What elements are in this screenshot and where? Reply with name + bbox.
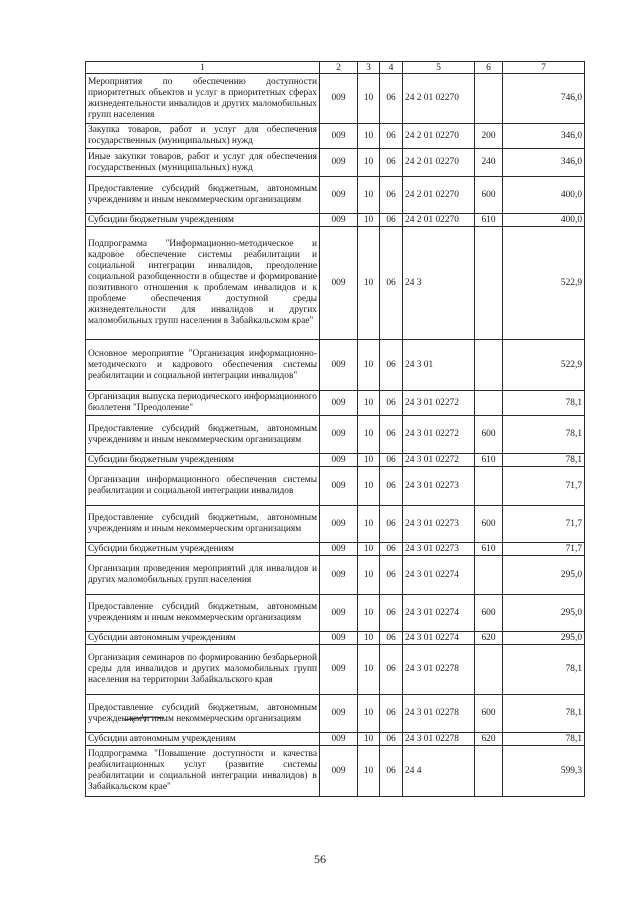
row-name-cell: Субсидии бюджетным учреждениям — [86, 454, 320, 467]
section-code-cell: 10 — [358, 177, 380, 214]
amount-cell: 78,1 — [503, 416, 585, 454]
section-code-cell: 10 — [358, 227, 380, 340]
target-article-cell: 24 3 01 02274 — [403, 556, 475, 595]
gov-code-cell: 009 — [320, 74, 358, 124]
expense-type-cell: 620 — [475, 733, 503, 746]
gov-code-cell: 009 — [320, 214, 358, 227]
target-article-cell: 24 2 01 02270 — [403, 177, 475, 214]
gov-code-cell: 009 — [320, 556, 358, 595]
target-article-cell: 24 2 01 02270 — [403, 149, 475, 177]
amount-cell: 78,1 — [503, 391, 585, 416]
amount-cell: 400,0 — [503, 214, 585, 227]
budget-table — [85, 61, 585, 797]
table-row — [86, 416, 585, 454]
header-col-4: 4 — [380, 62, 403, 74]
row-name-cell: Организация семинаров по формированию безбарьерной среды для инвалидов и других маломобильных групп населения на территории Забайкальского края — [86, 645, 320, 695]
target-article-cell: 24 4 — [403, 746, 475, 797]
expense-type-cell: 600 — [475, 506, 503, 543]
table-row — [86, 391, 585, 416]
target-article-cell: 24 3 01 02273 — [403, 506, 475, 543]
subsection-code-cell: 06 — [380, 454, 403, 467]
row-name-cell: Мероприятия по обеспечению доступности приоритетных объектов и услуг в приоритетных сферах жизнедеятельности инвалидов и других маломобильных групп населения — [86, 74, 320, 124]
section-code-cell: 10 — [358, 214, 380, 227]
expense-type-cell: 240 — [475, 149, 503, 177]
section-code-cell: 10 — [358, 149, 380, 177]
gov-code-cell: 009 — [320, 177, 358, 214]
gov-code-cell: 009 — [320, 645, 358, 695]
expense-type-cell: 200 — [475, 124, 503, 149]
row-name-cell: Субсидии бюджетным учреждениям — [86, 214, 320, 227]
subsection-code-cell: 06 — [380, 645, 403, 695]
pen-scribble-mark — [122, 710, 166, 728]
amount-cell: 78,1 — [503, 645, 585, 695]
table-row — [86, 177, 585, 214]
gov-code-cell: 009 — [320, 543, 358, 556]
amount-cell: 522,9 — [503, 227, 585, 340]
target-article-cell: 24 3 01 02278 — [403, 645, 475, 695]
header-col-2: 2 — [320, 62, 358, 74]
section-code-cell: 10 — [358, 733, 380, 746]
amount-cell: 346,0 — [503, 124, 585, 149]
amount-cell: 71,7 — [503, 467, 585, 506]
subsection-code-cell: 06 — [380, 543, 403, 556]
section-code-cell: 10 — [358, 506, 380, 543]
table-row — [86, 340, 585, 391]
row-name-cell: Предоставление субсидий бюджетным, автономным учреждениям и иным некоммерческим организациям — [86, 595, 320, 632]
section-code-cell: 10 — [358, 467, 380, 506]
amount-cell: 71,7 — [503, 543, 585, 556]
target-article-cell: 24 3 01 — [403, 340, 475, 391]
expense-type-cell: 600 — [475, 177, 503, 214]
amount-cell: 78,1 — [503, 733, 585, 746]
gov-code-cell: 009 — [320, 391, 358, 416]
table-row — [86, 227, 585, 340]
table-row — [86, 467, 585, 506]
row-name-cell: Закупка товаров, работ и услуг для обеспечения государственных (муниципальных) нужд — [86, 124, 320, 149]
target-article-cell: 24 3 01 02273 — [403, 543, 475, 556]
table-row — [86, 746, 585, 797]
row-name-cell: Субсидии автономным учреждениям — [86, 733, 320, 746]
subsection-code-cell: 06 — [380, 340, 403, 391]
section-code-cell: 10 — [358, 632, 380, 645]
subsection-code-cell: 06 — [380, 595, 403, 632]
gov-code-cell: 009 — [320, 124, 358, 149]
gov-code-cell: 009 — [320, 733, 358, 746]
amount-cell: 346,0 — [503, 149, 585, 177]
row-name-cell: Организация информационного обеспечения системы реабилитации и социальной интеграции инвалидов — [86, 467, 320, 506]
target-article-cell: 24 3 01 02272 — [403, 391, 475, 416]
gov-code-cell: 009 — [320, 467, 358, 506]
expense-type-cell: 600 — [475, 595, 503, 632]
target-article-cell: 24 2 01 02270 — [403, 74, 475, 124]
target-article-cell: 24 3 01 02272 — [403, 454, 475, 467]
gov-code-cell: 009 — [320, 149, 358, 177]
expense-type-cell — [475, 227, 503, 340]
header-col-7: 7 — [503, 62, 585, 74]
expense-type-cell: 610 — [475, 543, 503, 556]
table-row — [86, 124, 585, 149]
page-number: 56 — [314, 852, 326, 866]
amount-cell: 78,1 — [503, 695, 585, 733]
subsection-code-cell: 06 — [380, 214, 403, 227]
section-code-cell: 10 — [358, 746, 380, 797]
header-col-3: 3 — [358, 62, 380, 74]
subsection-code-cell: 06 — [380, 149, 403, 177]
section-code-cell: 10 — [358, 454, 380, 467]
section-code-cell: 10 — [358, 543, 380, 556]
section-code-cell: 10 — [358, 340, 380, 391]
row-name-cell: Предоставление субсидий бюджетным, автономным учреждениям и иным некоммерческим организациям — [86, 416, 320, 454]
gov-code-cell: 009 — [320, 695, 358, 733]
gov-code-cell: 009 — [320, 632, 358, 645]
section-code-cell: 10 — [358, 416, 380, 454]
subsection-code-cell: 06 — [380, 227, 403, 340]
table-row — [86, 632, 585, 645]
subsection-code-cell: 06 — [380, 506, 403, 543]
table-row — [86, 733, 585, 746]
row-name-cell: Организация выпуска периодического информационного бюллетеня "Преодоление" — [86, 391, 320, 416]
row-name-cell: Иные закупки товаров, работ и услуг для обеспечения государственных (муниципальных) нужд — [86, 149, 320, 177]
amount-cell: 295,0 — [503, 632, 585, 645]
subsection-code-cell: 06 — [380, 746, 403, 797]
row-name-cell: Подпрограмма "Повышение доступности и качества реабилитационных услуг (развитие системы реабилитации и социальной интеграции инвалидов) в Забайкальском крае" — [86, 746, 320, 797]
subsection-code-cell: 06 — [380, 556, 403, 595]
subsection-code-cell: 06 — [380, 695, 403, 733]
gov-code-cell: 009 — [320, 595, 358, 632]
expense-type-cell — [475, 340, 503, 391]
gov-code-cell: 009 — [320, 416, 358, 454]
expense-type-cell — [475, 74, 503, 124]
gov-code-cell: 009 — [320, 454, 358, 467]
table-row — [86, 645, 585, 695]
amount-cell: 295,0 — [503, 595, 585, 632]
row-name-cell: Субсидии бюджетным учреждениям — [86, 543, 320, 556]
expense-type-cell — [475, 746, 503, 797]
subsection-code-cell: 06 — [380, 632, 403, 645]
amount-cell: 400,0 — [503, 177, 585, 214]
target-article-cell: 24 3 01 02274 — [403, 595, 475, 632]
amount-cell: 295,0 — [503, 556, 585, 595]
row-name-cell: Предоставление субсидий бюджетным, автономным учреждениям и иным некоммерческим организациям — [86, 695, 320, 733]
subsection-code-cell: 06 — [380, 733, 403, 746]
row-name-cell: Подпрограмма "Информационно-методическое и кадровое обеспечение системы реабилитации и социальной интеграции инвалидов, преодоление социальной разобщенности в обществе и формирование позитивного отношения к проблемам инвалидов и к проблеме обеспечения доступной среды жизнедеятельности для инвалидов и других маломобильных групп населения в Забайкальском крае" — [86, 227, 320, 340]
row-name-cell: Субсидии автономным учреждениям — [86, 632, 320, 645]
gov-code-cell: 009 — [320, 746, 358, 797]
section-code-cell: 10 — [358, 74, 380, 124]
table-row — [86, 543, 585, 556]
row-name-cell: Предоставление субсидий бюджетным, автономным учреждениям и иным некоммерческим организациям — [86, 506, 320, 543]
table-row — [86, 506, 585, 543]
header-col-6: 6 — [475, 62, 503, 74]
target-article-cell: 24 3 — [403, 227, 475, 340]
header-col-1: 1 — [86, 62, 320, 74]
section-code-cell: 10 — [358, 595, 380, 632]
amount-cell: 78,1 — [503, 454, 585, 467]
target-article-cell: 24 2 01 02270 — [403, 214, 475, 227]
target-article-cell: 24 2 01 02270 — [403, 124, 475, 149]
subsection-code-cell: 06 — [380, 391, 403, 416]
subsection-code-cell: 06 — [380, 124, 403, 149]
expense-type-cell: 600 — [475, 695, 503, 733]
target-article-cell: 24 3 01 02273 — [403, 467, 475, 506]
expense-type-cell: 610 — [475, 454, 503, 467]
row-name-cell: Основное мероприятие "Организация информационно-методического и кадрового обеспечения системы реабилитации и социальной интеграции инвалидов" — [86, 340, 320, 391]
gov-code-cell: 009 — [320, 227, 358, 340]
expense-type-cell: 600 — [475, 416, 503, 454]
row-name-cell: Предоставление субсидий бюджетным, автономным учреждениям и иным некоммерческим организациям — [86, 177, 320, 214]
expense-type-cell — [475, 467, 503, 506]
header-col-5: 5 — [403, 62, 475, 74]
amount-cell: 746,0 — [503, 74, 585, 124]
table-row — [86, 74, 585, 124]
gov-code-cell: 009 — [320, 506, 358, 543]
table-row — [86, 214, 585, 227]
target-article-cell: 24 3 01 02272 — [403, 416, 475, 454]
target-article-cell: 24 3 01 02278 — [403, 695, 475, 733]
amount-cell: 522,9 — [503, 340, 585, 391]
subsection-code-cell: 06 — [380, 416, 403, 454]
subsection-code-cell: 06 — [380, 177, 403, 214]
section-code-cell: 10 — [358, 124, 380, 149]
section-code-cell: 10 — [358, 695, 380, 733]
amount-cell: 599,3 — [503, 746, 585, 797]
expense-type-cell: 620 — [475, 632, 503, 645]
table-row — [86, 556, 585, 595]
table-row — [86, 149, 585, 177]
table-header-row — [86, 62, 585, 74]
section-code-cell: 10 — [358, 391, 380, 416]
table-row — [86, 454, 585, 467]
amount-cell: 71,7 — [503, 506, 585, 543]
gov-code-cell: 009 — [320, 340, 358, 391]
target-article-cell: 24 3 01 02278 — [403, 733, 475, 746]
section-code-cell: 10 — [358, 645, 380, 695]
expense-type-cell — [475, 645, 503, 695]
expense-type-cell — [475, 391, 503, 416]
table-row — [86, 595, 585, 632]
target-article-cell: 24 3 01 02274 — [403, 632, 475, 645]
section-code-cell: 10 — [358, 556, 380, 595]
expense-type-cell: 610 — [475, 214, 503, 227]
row-name-cell: Организация проведения мероприятий для инвалидов и других маломобильных групп населения — [86, 556, 320, 595]
subsection-code-cell: 06 — [380, 467, 403, 506]
subsection-code-cell: 06 — [380, 74, 403, 124]
expense-type-cell — [475, 556, 503, 595]
